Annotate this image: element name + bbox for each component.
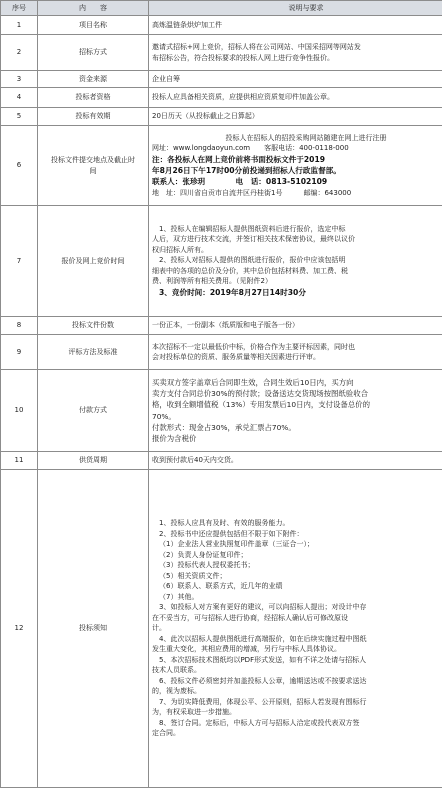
header-no: 序号 [1,1,38,16]
row-item: 投标有效期 [38,108,149,126]
desc-line: 为，有权采取进一步措施。 [152,708,236,717]
row-description [149,370,442,452]
desc-line: （6）联系人、联系方式，近几年的业绩 [159,582,283,591]
desc-line: 8、签订合同。定标后，中标人方可与招标人洽定或投代表双方签 [159,718,360,727]
desc-line: 20日历天（从投标截止之日算起） [152,112,259,121]
desc-line: 买卖双方签字盖章后合同即生效，合同生效后10日内，买方向 [152,378,354,388]
desc-line: 收到预付款后40天内交货。 [152,456,238,465]
table-row [1,470,442,788]
row-no: 6 [1,126,38,206]
table-row [1,206,442,317]
desc-line: 报价为含税价 [152,433,197,443]
table-row [1,370,442,452]
desc-line: 会对投标单位的资质、服务质量等相关因素进行评审。 [152,353,320,361]
desc-line: 计。 [152,624,166,633]
row-item: 招标方式 [38,35,149,71]
desc-line: 细表中的各项的总价及分价，其中总价包括材料费、加工费、税 [152,266,348,275]
desc-line: 卖方支付合同总价30%的预付款；设备送达交货现场按图纸验收合 [152,389,368,399]
table-row [1,452,442,470]
row-item: 投标者资格 [38,88,149,108]
desc-line: 地 址：四川省自贡市自流井区丹桂街1号 邮编：643000 [152,188,352,197]
desc-line: 付款形式：现金占30%，承兑汇票占70%。 [152,422,296,432]
header-content: 内 容 [38,1,149,16]
desc-line: 6、投标文件必须密封并加盖投标人公章，逾期送达或不按要求送达 [159,676,367,685]
desc-line: 2、投标人对招标人提供的图纸进行报价，报价中应该包括明 [159,256,346,265]
desc-line: 格，收到全额增值税（13%）专用发票后10日内，支付设备总价的 [152,400,370,410]
desc-line: 1、投标人应具有及时、有效的服务能力。 [159,519,290,528]
table-row [1,335,442,370]
row-no: 7 [1,206,38,317]
desc-line: 企业自筹 [152,74,180,83]
desc-line: 一份正本，一份副本（纸质版和电子版各一份） [152,321,299,330]
desc-line: 投标人应具备相关资质，应提供相应资质复印件加盖公章。 [152,93,334,102]
row-description [149,71,442,88]
desc-line: 投标人在招标人的招投采购网站随建在网上进行注册 [225,133,387,142]
row-description [149,35,442,71]
row-description [149,470,442,788]
desc-line: 5、本次招标技术图纸均以PDF形式发送，如有不详之处请与招标人 [159,655,367,664]
row-no: 4 [1,88,38,108]
desc-line: （7）其他。 [159,592,199,601]
desc-line: 4、此次以招标人提供图纸进行高端报价，如在后续实施过程中图纸 [159,634,367,643]
row-description [149,16,442,35]
row-description [149,126,442,206]
desc-line: 的，视为废标。 [152,687,201,696]
row-item: 供货周期 [38,452,149,470]
row-item: 项目名称 [38,16,149,35]
row-no: 11 [1,452,38,470]
table-row [1,71,442,88]
row-no: 1 [1,16,38,35]
desc-line: 费、利润等所有相关费用。（见附件2） [152,277,272,286]
table-header [1,1,442,16]
desc-line: 高炼温链条烘炉加工件 [152,20,222,29]
row-description [149,335,442,370]
row-item: 投标文件提交地点及截止时间 [38,126,149,206]
desc-line: 本次招标不一定以最低价中标，价格合作为主要评标因素，同时也 [152,342,355,351]
row-no: 3 [1,71,38,88]
row-description [149,452,442,470]
row-item: 评标方法及标准 [38,335,149,370]
desc-line: 权归招标人所有。 [152,245,208,254]
bid-time: 3、竞价时间：2019年8月27日14时30分 [159,287,306,297]
row-item: 资金来源 [38,71,149,88]
desc-line: （1）企业法人营业执照复印件盖章（三证合一）； [159,540,314,549]
table-row [1,317,442,335]
desc-line: 在不妥当方，可与招标人进行协商，经招标人确认后可修改原设 [152,613,348,622]
desc-line: 人后，双方进行技术交流，并签订相关技术保密协议，最终以议价 [152,235,355,244]
row-item: 报价及网上竞价时间 [38,206,149,317]
table-row [1,35,442,71]
row-item: 付款方式 [38,370,149,452]
desc-line-emphasis: 年8月26日下午17时00分前投递到招标人行政监督部。 [152,166,341,176]
desc-line: 定合同。 [152,729,180,738]
desc-line: 7、为切实降低费用，体现公平、公开原则，招标人若发现有围标行 [159,697,367,706]
desc-line: 2、投标书中还应提供包括但不限于如下附件： [159,529,304,538]
desc-line: （2）负责人身份证复印件； [159,550,248,559]
desc-line: 3、如投标人对方案有更好的建议，可以向招标人提出；对设计中存 [159,603,367,612]
row-no: 2 [1,35,38,71]
row-item: 投标文件份数 [38,317,149,335]
table-row [1,126,442,206]
desc-line: 邀请式招标+网上竞价，招标人将在公司网站、中国采招网等网站发 [152,43,361,51]
desc-line: 技术人员联系。 [152,666,201,675]
row-description [149,206,442,317]
desc-line: （5）相关资质文件； [159,571,227,580]
desc-line-emphasis: 联系人：张珍玥 电 话：0813-5102109 [152,177,328,187]
desc-line: 70%。 [152,411,176,421]
row-no: 10 [1,370,38,452]
row-no: 8 [1,317,38,335]
row-description [149,108,442,126]
row-description [149,317,442,335]
table-row [1,108,442,126]
desc-line: （3）投标代表人授权委托书； [159,561,255,570]
desc-line: 布招标公告，符合投标要求的投标人网上进行竞争性报价。 [152,53,334,62]
desc-line: 1、投标人在编辑招标人提供图纸资料后进行报价，选定中标 [159,224,346,233]
desc-line-emphasis: 注：各投标人在网上竞价前将书面投标文件于2019 [152,154,326,164]
table-row [1,88,442,108]
row-no: 12 [1,470,38,788]
header-description: 说明与要求 [149,1,442,16]
row-no: 9 [1,335,38,370]
desc-line: 发生重大变化，其相应费用的增减，另行与中标人具体协议。 [152,645,341,654]
table-row [1,16,442,35]
desc-line: 网址：www.longdaoyun.com 客服电话：400-0118-000 [152,144,349,153]
row-item: 投标须知 [38,470,149,788]
row-description [149,88,442,108]
row-no: 5 [1,108,38,126]
